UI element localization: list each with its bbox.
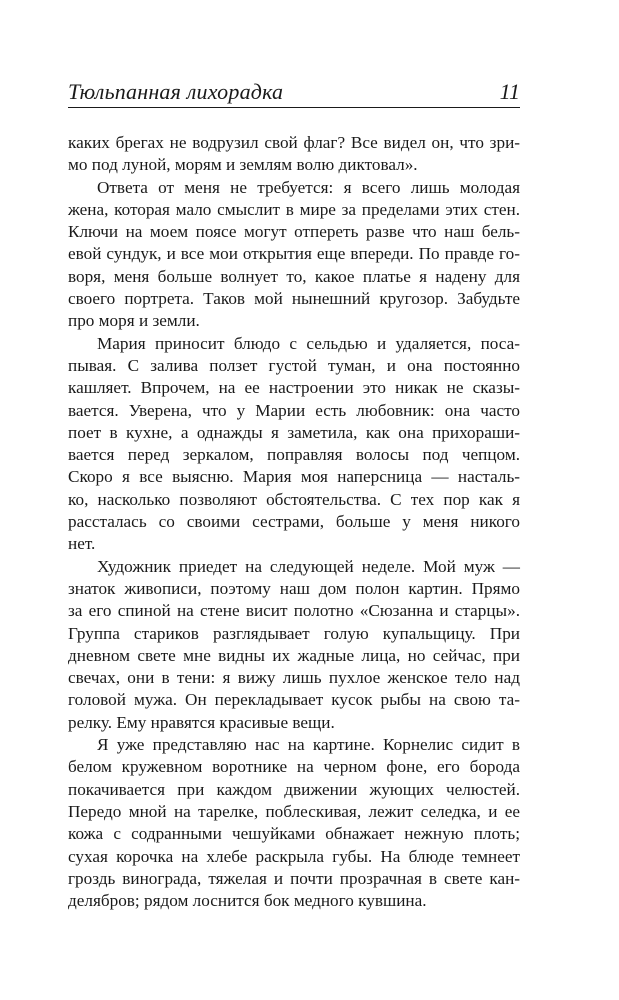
text-line: Передо мной на тарелке, поблескивая, лежит селедка, и ее (68, 801, 520, 821)
text-line: про моря и земли. (68, 311, 200, 331)
text-line: за его спиной на стене висит полотно «Сюзанна и старцы». (68, 601, 520, 621)
text-line: рассталась со своими сестрами, больше у меня никого (68, 512, 520, 532)
text-line: воря, меня больше волнует то, какое платье я надену для (68, 266, 520, 286)
text-line: белом кружевном воротнике на черном фоне, его борода (68, 757, 520, 777)
text-line: дневном свете мне видны их жадные лица, но сейчас, при (68, 645, 520, 665)
paragraph (68, 177, 520, 333)
text-line: делябров; рядом лоснится бок медного кувшина. (68, 891, 427, 911)
text-line: пывая. С залива ползет густой туман, и она постоянно (68, 355, 520, 375)
text-line: каких брегах не водрузил свой флаг? Все видел он, что зри- (68, 133, 520, 152)
text-line: покачивается при каждом движении жующих челюстей. (68, 779, 520, 799)
book-page (68, 0, 520, 1000)
running-header (68, 77, 520, 108)
text-line: кожа с содранными чешуйками обнажает нежную плоть; (68, 824, 520, 844)
text-line: своего портрета. Таков мой нынешний кругозор. Забудьте (68, 289, 520, 309)
paragraph (68, 333, 520, 556)
text-line: Мария приносит блюдо с сельдью и удаляется, поса- (97, 333, 520, 353)
text-line: Я уже представляю нас на картине. Корнелис сидит в (97, 735, 520, 755)
text-line: свечах, они в тени: я вижу лишь пухлое женское тело над (68, 668, 520, 688)
page-number: 11 (499, 79, 520, 104)
text-line: вается. Уверена, что у Марии есть любовник: она часто (68, 400, 520, 420)
text-line: жена, которая мало смыслит в мире за пределами этих стен. (68, 199, 520, 219)
text-line: знаток живописи, поэтому наш дом полон картин. Прямо (68, 578, 520, 598)
paragraph (68, 132, 520, 177)
text-line: головой мужа. Он перекладывает кусок рыбы на свою та- (68, 690, 520, 710)
text-line: вается перед зеркалом, поправляя волосы под чепцом. (68, 445, 520, 465)
body-text (68, 132, 520, 912)
text-line: Ключи на моем поясе могут отпереть разве что наш бель- (68, 222, 520, 242)
text-line: Ответа от меня не требуется: я всего лишь молодая (97, 177, 520, 197)
paragraph (68, 734, 520, 912)
text-line: евой сундук, и все мои открытия еще впереди. По правде го- (68, 244, 520, 264)
text-line: поет в кухне, а однажды я заметила, как она прихораши- (68, 422, 520, 442)
text-line: Группа стариков разглядывает голую купальщицу. При (68, 623, 520, 643)
text-line: Скоро я все выясню. Мария моя наперсница — насталь- (68, 467, 520, 487)
text-line: ко, насколько позволяют обстоятельства. С тех пор как я (68, 489, 520, 509)
text-line: кашляет. Впрочем, на ее настроении это никак не сказы- (68, 378, 520, 398)
text-line: мо под луной, морям и землям волю диктовал». (68, 155, 418, 175)
paragraph (68, 556, 520, 734)
text-line: гроздь винограда, тяжелая и почти прозрачная в свете кан- (68, 868, 520, 888)
text-line: сухая корочка на хлебе раскрыла губы. На блюде темнеет (68, 846, 520, 866)
running-title: Тюльпанная лихорадка (68, 79, 284, 104)
text-line: Художник приедет на следующей неделе. Мой муж — (97, 556, 520, 576)
text-line: релку. Ему нравятся красивые вещи. (68, 712, 335, 732)
text-line: нет. (68, 534, 96, 554)
